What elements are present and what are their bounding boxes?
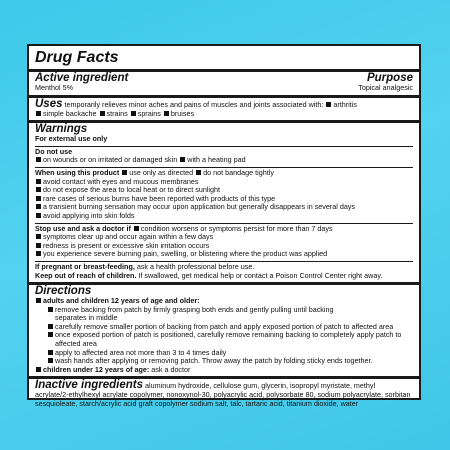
- stop-use-item: symptoms clear up and occur again within a few days: [43, 232, 214, 242]
- direction-step-text: remove backing from patch by firmly grasping both ends and gently pulling until backing: [55, 304, 334, 314]
- when-using-item: avoid contact with eyes and mucous membranes: [43, 176, 199, 186]
- directions-children-text: ask a doctor: [151, 364, 191, 374]
- bullet-icon: [180, 157, 185, 162]
- direction-step-text: wash hands after applying or removing patch. Throw away the patch by folding sticky ends together.: [55, 356, 373, 366]
- bullet-icon: [48, 350, 53, 355]
- bullet-icon: [131, 111, 136, 116]
- do-not-use-item: on wounds or on irritated or damaged skin: [43, 155, 178, 165]
- bullet-icon: [36, 234, 41, 239]
- uses-text: temporarily relieves minor aches and pains of muscles and joints associated with:: [64, 99, 324, 109]
- uses-item: strains: [106, 108, 128, 118]
- bullet-icon: [36, 157, 41, 162]
- directions-adults: adults and children 12 years of age and older:: [43, 296, 200, 306]
- when-using-item-row: [35, 212, 413, 221]
- active-ingredient-header: [35, 72, 413, 84]
- stop-use-item: you experience severe burning pain, swelling, or blistering where the product was applied: [43, 249, 328, 259]
- external-use-text: For external use only: [35, 134, 108, 144]
- do-not-use-item: with a heating pad: [187, 155, 246, 165]
- active-ingredient-heading: Active ingredient: [35, 72, 129, 84]
- bullet-icon: [48, 324, 53, 329]
- uses-item: simple backache: [43, 108, 97, 118]
- directions-children: children under 12 years of age:: [43, 364, 150, 374]
- uses-item: sprains: [137, 108, 161, 118]
- when-using-item: use only as directed: [129, 167, 194, 177]
- stop-use-item: condition worsens or symptoms persist for more than 7 days: [140, 223, 333, 233]
- direction-step-text: affected area: [55, 339, 97, 349]
- bullet-icon: [36, 243, 41, 248]
- bullet-icon: [36, 367, 41, 372]
- purpose-value: Topical analgesic: [358, 83, 413, 92]
- direction-step-text: once exposed portion of patch is positioned, carefully remove remaining backing to completely apply patch to: [55, 330, 402, 340]
- direction-step-text: separates in middle: [55, 313, 118, 323]
- do-not-use-heading: Do not use: [35, 146, 73, 156]
- pregnant-text: ask a health professional before use.: [136, 261, 255, 271]
- direction-step-text: apply to affected area not more than 3 to 4 times daily: [55, 347, 227, 357]
- active-ingredient-value: Menthol 5%: [35, 83, 73, 92]
- pregnant-heading: If pregnant or breast-feeding,: [35, 261, 135, 271]
- when-using-item: do not bandage tightly: [203, 167, 274, 177]
- bullet-icon: [36, 179, 41, 184]
- when-using-item: avoid applying into skin folds: [43, 210, 135, 220]
- purpose-heading: Purpose: [366, 72, 413, 84]
- stop-use-item-row: [35, 250, 413, 259]
- bullet-icon: [36, 187, 41, 192]
- bullet-icon: [36, 204, 41, 209]
- when-using-item: do not expose the area to local heat or to direct sunlight: [43, 185, 221, 195]
- bullet-icon: [36, 213, 41, 218]
- inactive-text: aluminum hydroxide, cellulose gum, glycerin, isopropyl myristate, methyl: [145, 381, 376, 391]
- stop-use-item: redness is present or excessive skin irritation occurs: [43, 240, 210, 250]
- children-text: If swallowed, get medical help or contact a Poison Control Center right away.: [138, 270, 383, 280]
- bullet-icon: [36, 251, 41, 256]
- bullet-icon: [36, 111, 41, 116]
- children-row: [35, 272, 413, 281]
- children-heading: Keep out of reach of children.: [35, 270, 137, 280]
- bullet-icon: [326, 102, 331, 107]
- bullet-icon: [196, 170, 201, 175]
- inactive-text: acrylate/2-ethylhexyl acrylate copolymer, nonoxynol-30, polyacrylic acid, polysorbate 80, sodium polyacrylate, sorbitan: [35, 390, 411, 400]
- bullet-icon: [48, 358, 53, 363]
- bullet-icon: [122, 170, 127, 175]
- uses-item: arthritis: [333, 99, 357, 109]
- warnings-heading: Warnings: [35, 123, 88, 136]
- stop-use-heading: Stop use and ask a doctor if: [35, 223, 131, 233]
- bullet-icon: [48, 307, 53, 312]
- drug-facts-title: Drug Facts: [35, 49, 119, 66]
- directions-heading: Directions: [35, 285, 92, 298]
- bullet-icon: [36, 196, 41, 201]
- do-not-use-items: [35, 156, 413, 165]
- bullet-icon: [36, 298, 41, 303]
- directions-children-row: [35, 366, 413, 375]
- bullet-icon: [100, 111, 105, 116]
- bullet-icon: [134, 226, 139, 231]
- uses-item: bruises: [170, 108, 195, 118]
- when-using-heading: When using this product: [35, 167, 120, 177]
- inactive-text: sesquioleate, starch/acrylic acid graft copolymer sodium salt, talc, tartaric acid, titanium dioxide, water: [35, 399, 359, 409]
- when-using-item: a transient burning sensation may occur upon application but generally disappears in several days: [43, 202, 356, 212]
- when-using-item: rare cases of serious burns have been reported with products of this type: [43, 193, 276, 203]
- active-ingredient-row: [35, 84, 413, 93]
- bullet-icon: [48, 332, 53, 337]
- direction-step-text: carefully remove smaller portion of backing from patch and apply exposed portion of patch to affected area: [55, 321, 394, 331]
- divider: [35, 146, 413, 147]
- uses-items: [35, 110, 413, 119]
- drug-facts-panel: [27, 44, 421, 409]
- uses-heading: Uses: [35, 97, 63, 110]
- bullet-icon: [164, 111, 169, 116]
- inactive-heading: Inactive ingredients: [35, 379, 144, 392]
